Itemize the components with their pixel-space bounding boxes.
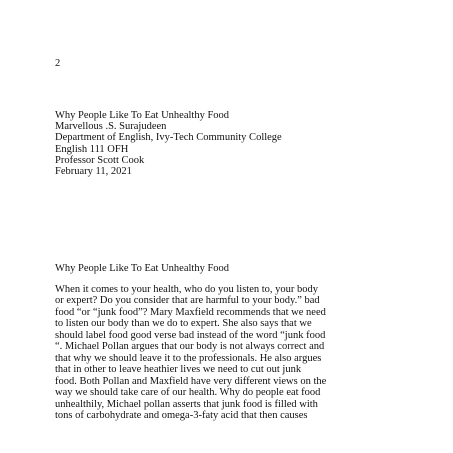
body-line: should label food good verse bad instead of the word “junk food [55,329,326,341]
body-line: that in other to leave heathier lives we need to cut out junk [55,364,302,376]
instructor-name: Professor Scott Cook [55,154,145,166]
body-line: When it comes to your health, who do you listen to, your body [55,284,319,295]
body-line: to listen our body than we do to expert. She also says that we [55,318,312,330]
essay-body [55,284,451,421]
page-number: 2 [55,58,61,69]
author-name: Marvellous .S. Surajudeen [55,121,167,133]
body-line: food. Both Pollan and Maxfield have very different views on the [55,375,327,387]
submission-date: February 11, 2021 [55,166,132,178]
body-line: or expert? Do you consider that are harmful to your body.” bad [55,295,320,307]
body-line: tons of carbohydrate and omega-3-faty acid that then causes [55,409,308,421]
body-line: that why we should leave it to the professionals. He also argues [55,352,322,364]
essay-heading: Why People Like To Eat Unhealthy Food [55,263,230,274]
title-block [55,110,445,177]
paper-title: Why People Like To Eat Unhealthy Food [55,110,230,121]
body-line: food “or “junk food”? Mary Maxfield recommends that we need [55,306,326,318]
body-line: “. Michael Pollan argues that our body is not always correct and [55,341,325,353]
body-line: way we should take care of our health. Why do people eat food [55,387,321,399]
institution: Department of English, Ivy-Tech Community College [55,132,282,144]
course-name: English 111 OFH [55,143,129,155]
body-line: unhealthily, Michael pollan asserts that junk food is filled with [55,398,318,410]
